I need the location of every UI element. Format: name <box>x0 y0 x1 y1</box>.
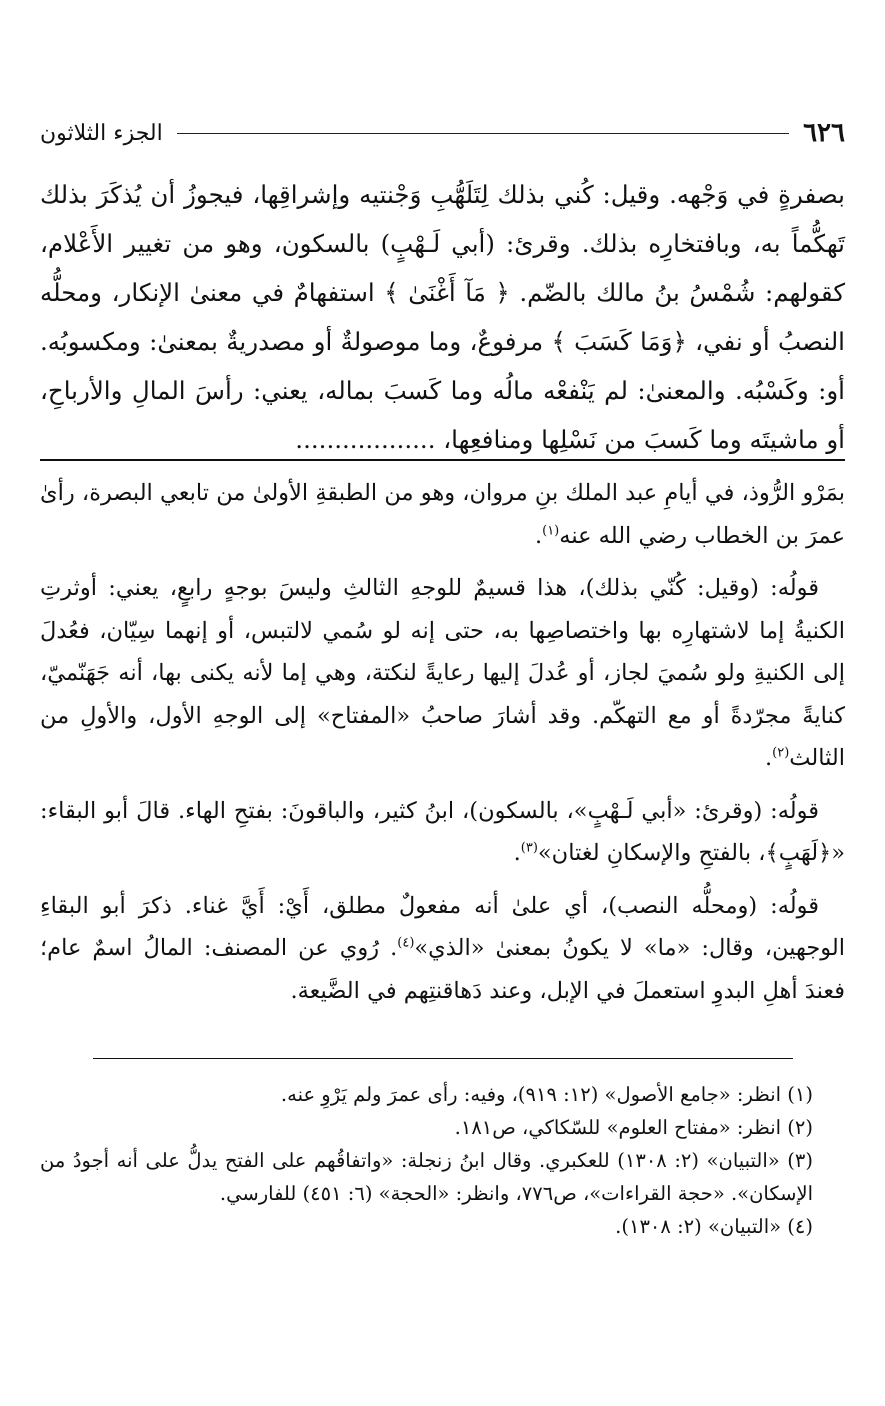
page-header <box>40 113 845 153</box>
footnote-ref[interactable]: (٢) <box>772 745 790 761</box>
footnote: (٣) «التبيان» (٢: ١٣٠٨) للعكبري. وقال ابنُ زنجلة: «واتفاقُهم على الفتح يدلُّ على أنه أجودُ من الإسكان». «حجة القراءات»، ص٧٧٦، وانظر: «الحجة» (٦: ٤٥١) للفارسي. <box>40 1149 813 1205</box>
footnote-ref[interactable]: (٣) <box>520 840 538 856</box>
footnote: (٢) انظر: «مفتاح العلوم» للسّكاكي، ص١٨١. <box>454 1116 813 1139</box>
footnote: (٤) «التبيان» (٢: ١٣٠٨). <box>615 1215 813 1238</box>
commentary-text-tail: . رُوي عن المصنف: المالُ اسمٌ عام؛ فعندَ أهلِ البدوِ استعملَ في الإبل، وعند دَهاقنتِهم في الضَّيعة. <box>40 935 845 1004</box>
footnote-ref[interactable]: (٤) <box>397 935 415 951</box>
commentary-text: بمَرْو الرُّوذ، في أيامِ عبد الملك بنِ مروان، وهو من الطبقةِ الأولىٰ من تابعي البصرة، رأىٰ عمرَ بن الخطاب رضي الله عنه <box>40 480 845 549</box>
footnotes-block <box>40 1078 813 1243</box>
main-text: بصفرةٍ في وَجْهه. وقيل: كُني بذلك لِتَلَهُّبِ وَجْنتيه وإشراقِها، فيجوزُ أن يُذكَرَ بذلك تَهكُّماً به، وبافتخارِه بذلك. وقرئ: (أبي لَـهْبٍ) بالسكون، وهو من تغيير الأَعْلام، كقولهم: شُمْسُ بنُ مالك بالضّم. ﴿ مَآ أَغْنَىٰ ﴾ استفهامٌ في معنىٰ الإنكار، ومحلُّه النصبُ أو نفي، ﴿وَمَا كَسَبَ ﴾ مرفوعٌ، وما موصولةٌ أو مصدريةٌ بمعنىٰ: ومكسوبُه. أو: وكَسْبُه. والمعنىٰ: لم يَنْفعْه مالُه وما كَسبَ بماله، يعني: رأسَ المالِ والأرباحِ، أو ماشيتَه وما كَسبَ من نَسْلِها ومنافعِها، .................. <box>40 180 845 454</box>
main-text-block <box>40 170 845 464</box>
commentary-text-tail: . <box>513 840 521 866</box>
commentary-paragraph <box>40 472 845 557</box>
commentary-text-tail: . <box>534 522 543 549</box>
main-commentary-divider <box>40 459 845 461</box>
commentary-paragraph <box>40 567 845 780</box>
footnote-ref[interactable]: (١) <box>542 523 560 538</box>
commentary-text: قولُه: (وقرئ: «أبي لَـهْبٍ»، بالسكون)، ابنُ كثير، والباقونَ: بفتحِ الهاء. قالَ أبو البقاء: «﴿لَهَبٍ﴾، بالفتحِ والإسكانِ لغتان» <box>40 797 845 866</box>
commentary-text: قولُه: (ومحلُّه النصب)، أي علىٰ أنه مفعولٌ مطلق، أَيْ: أَيَّ غناء. ذكرَ أبو البقاءِ الوجهين، وقال: «ما» لا يكونُ بمعنىٰ «الذي» <box>40 892 845 961</box>
commentary-text-tail: . <box>765 745 773 771</box>
commentary-block <box>40 472 845 1022</box>
commentary-paragraph <box>40 790 845 875</box>
running-title: الجزء الثلاثون <box>40 120 163 146</box>
header-rule <box>177 133 789 134</box>
commentary-paragraph <box>40 885 845 1013</box>
footnote: (١) انظر: «جامع الأصول» (١٢: ٩١٩)، وفيه: رأى عمرَ ولم يَرْوِ عنه. <box>280 1083 813 1106</box>
page-number: ٦٢٦ <box>803 118 845 148</box>
commentary-text: قولُه: (وقيل: كُنّي بذلك)، هذا قسيمٌ للوجهِ الثالثِ وليسَ بوجهٍ رابعٍ، يعني: أوثرتِ الكنيةُ إما لاشتهارِه بها واختصاصِها به، حتى إنه لو سُمي لالتبس، أو إنهما سِيّان، فعُدلَ إلى الكنيةِ ولو سُميَ لجاز، أو عُدلَ إليها رعايةً لنكتة، وهي إما لأنه يكنى بها، أنه جَهَنّميّ، كنايةً مجرّدةً أو مع التهكّم. وقد أشارَ صاحبُ «المفتاح» إلى الوجهِ الأول، والأولِ من الثالث <box>40 575 845 771</box>
footnote-rule <box>93 1058 793 1059</box>
